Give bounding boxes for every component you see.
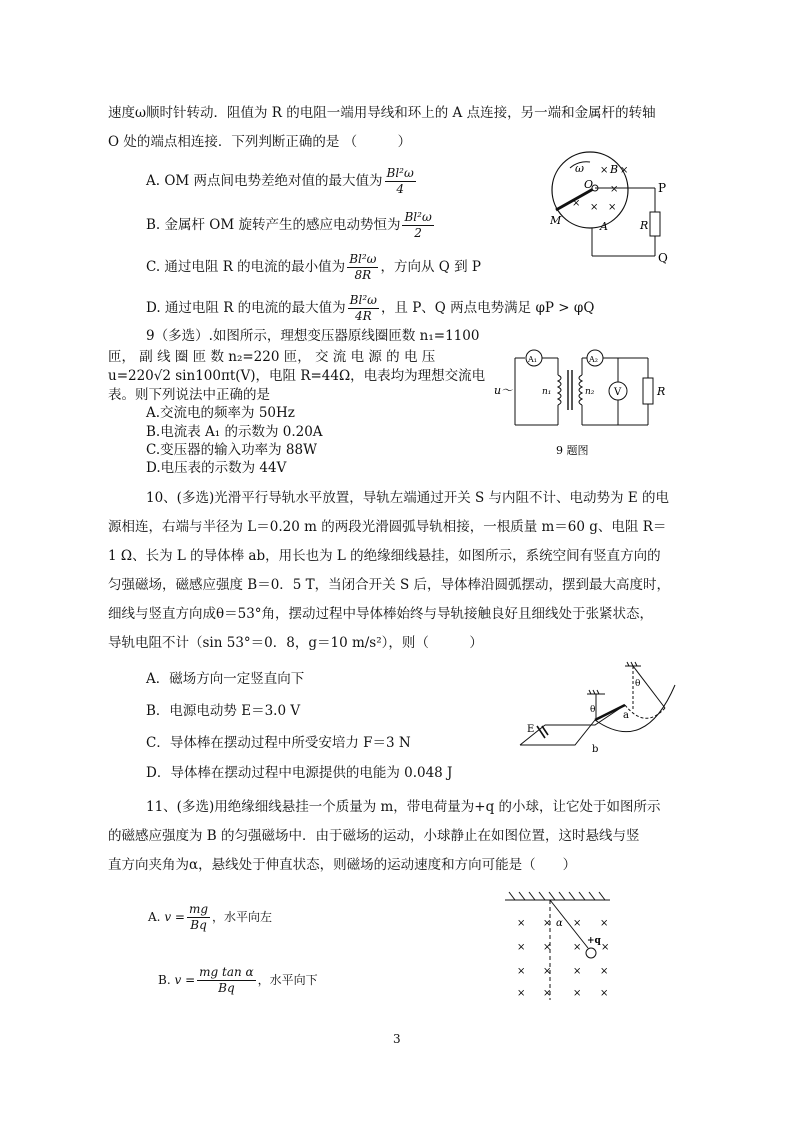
page-number: 3 — [393, 1032, 401, 1046]
svg-text:×: × — [543, 966, 552, 977]
theta-label-right: θ — [635, 679, 641, 689]
e-label: E — [527, 724, 535, 735]
q11-option-a: A. v = $\frac{mg}{Bq}$ ，水平向左 — [148, 902, 273, 932]
q8-option-d: D. 通过电阻 R 的电流的最大值为 $\frac{\text{Bl²ω}}{4R}$ ，且 P、Q 两点电势满足 φP > φQ — [146, 293, 595, 323]
q8-cross: × — [572, 198, 581, 209]
q8-option-b: B. 金属杆 OM 旋转产生的感应电动势恒为 $\frac{\text{Bl²ω}}{2}$ — [146, 210, 432, 240]
svg-text:×: × — [600, 966, 609, 977]
svg-text:×: × — [600, 918, 609, 929]
rail-back — [545, 705, 625, 725]
q9-r-label: R — [657, 385, 666, 398]
q9-line-3: u=220√2 sin100πt(V)，电阻 R=44Ω，电表均为理想交流电 — [108, 368, 486, 384]
q8-option-c: C. 通过电阻 R 的电流的最小值为 $\frac{\text{Bl²ω}}{8R}$ ，方向从 Q 到 P — [146, 252, 481, 282]
q10-line-5: 细线与竖直方向成θ＝53°角，摆动过程中导体棒始终与导轨接触良好且细线处于张紧状态， — [108, 606, 654, 622]
q11-line-3: 直方向夹角为α，悬线处于伸直状态，则磁场的运动速度和方向可能是（ ） — [108, 857, 577, 873]
svg-text:×: × — [573, 988, 582, 999]
svg-text:×: × — [543, 942, 552, 953]
q11-line-1: 11、(多选)用绝缘细线悬挂一个质量为 m，带电荷量为+q 的小球，让它处于如图所示 — [146, 799, 661, 815]
q11-line-2: 的磁感应强度为 B 的匀强磁场中．由于磁场的运动，小球静止在如图位置，这时悬线与竖 — [108, 828, 640, 844]
q8-cross: × — [608, 202, 617, 213]
rod-ab — [595, 705, 625, 720]
q9-option-c: C.变压器的输入功率为 88W — [146, 442, 317, 458]
n2-label: n₂ — [585, 387, 595, 397]
q11-figure — [505, 888, 615, 1003]
q9-line-1: 9（多选）.如图所示，理想变压器原线圈匝数 n₁=1100 — [146, 328, 480, 344]
q9-resistor — [643, 378, 653, 404]
q8-option-a: A. OM 两点间电势差绝对值的最大值为 $\frac{\text{Bl²ω}}{4}$ — [146, 166, 414, 196]
q10-option-b: B．电源电动势 E＝3.0 V — [146, 703, 301, 719]
q8-m-label: M — [550, 214, 562, 227]
source-label: u～ — [494, 384, 513, 397]
charged-ball — [586, 948, 596, 958]
svg-text:×: × — [543, 988, 552, 999]
q8-cross: × — [620, 165, 629, 176]
svg-text:×: × — [517, 966, 526, 977]
q10-figure — [515, 660, 680, 755]
q8-figure — [550, 150, 680, 265]
secondary-coil — [579, 375, 582, 405]
b-label: b — [592, 744, 599, 755]
svg-text:×: × — [601, 942, 610, 953]
arc-rail — [595, 685, 675, 732]
q9-figure — [490, 340, 670, 460]
q10-option-a: A．磁场方向一定竖直向下 — [146, 671, 305, 687]
q9-option-b: B.电流表 A₁ 的示数为 0.20A — [146, 424, 323, 440]
svg-text:×: × — [600, 988, 609, 999]
q8-o-label: O — [584, 178, 594, 191]
svg-text:×: × — [517, 918, 526, 929]
theta-label-left: θ — [590, 705, 596, 715]
n1-label: n₁ — [542, 387, 552, 397]
svg-text:×: × — [517, 942, 526, 953]
a-label: a — [623, 710, 629, 721]
svg-text:×: × — [573, 966, 582, 977]
svg-text:×: × — [573, 942, 582, 953]
q11-option-b: B. v = $\frac{\text{mg tan α}}{Bq}$ ，水平向下 — [158, 965, 318, 995]
q9-caption: 9 题图 — [556, 444, 589, 457]
q10-line-1: 10、(多选)光滑平行导轨水平放置，导轨左端通过开关 S 与内阻不计、电动势为 E 的电 — [146, 490, 669, 506]
q9-option-a: A.交流电的频率为 50Hz — [146, 405, 295, 421]
q10-line-4: 匀强磁场，磁感应强度 B＝0．5 T，当闭合开关 S 后，导体棒沿圆弧摆动，摆到最大高度时， — [108, 577, 671, 593]
q8-r-label: R — [640, 219, 649, 232]
q10-line-6: 导轨电阻不计（sin 53°＝0．8，g＝10 m/s²），则（ ） — [108, 635, 483, 651]
svg-text:×: × — [517, 988, 526, 999]
q8-cross: × — [600, 165, 609, 176]
q10-line-3: 1 Ω、长为 L 的导体棒 ab，用长也为 L 的绝缘细线悬挂，如图所示，系统空间有竖直方向的 — [108, 548, 661, 564]
q9-line-4: 表。则下列说法中正确的是 — [108, 387, 270, 403]
q8-cross: × — [610, 184, 619, 195]
q9-option-d: D.电压表的示数为 44V — [146, 460, 287, 476]
charge-label: +q — [587, 936, 601, 946]
q8-p-label: P — [658, 181, 667, 195]
intro-line-2: O 处的端点相连接．下列判断正确的是 （ ） — [108, 134, 412, 150]
primary-coil — [558, 375, 561, 405]
q8-b-label: B — [610, 163, 619, 176]
q10-option-c: C．导体棒在摆动过程中所受安培力 F＝3 N — [146, 735, 411, 751]
q8-a-label: A — [600, 220, 608, 233]
q10-line-2: 源相连，右端与半径为 L＝0.20 m 的两段光滑圆弧导轨相接，一根质量 m＝60 g、电阻 R＝ — [108, 519, 667, 535]
q8-omega-label: ω — [575, 162, 584, 175]
a1-label: A₁ — [528, 355, 537, 364]
q8-cross: × — [590, 202, 599, 213]
q9-line-2: 匝， 副 线 圈 匝 数 n₂=220 匝， 交 流 电 源 的 电 压 — [108, 349, 436, 365]
alpha-label: α — [556, 918, 563, 929]
field-crosses — [517, 918, 609, 999]
a2-label: A₂ — [589, 355, 598, 364]
arc-dashed — [625, 705, 665, 718]
q8-q-label: Q — [658, 251, 668, 265]
intro-line-1: 速度ω顺时针转动．阻值为 R 的电阻一端用导线和环上的 A 点连接，另一端和金属杆的转轴 — [108, 105, 656, 121]
svg-text:×: × — [543, 918, 552, 929]
q10-option-d: D．导体棒在摆动过程中电源提供的电能为 0.048 J — [146, 765, 453, 781]
q8-resistor — [650, 212, 660, 236]
svg-text:×: × — [573, 918, 582, 929]
v-label: V — [614, 387, 622, 398]
